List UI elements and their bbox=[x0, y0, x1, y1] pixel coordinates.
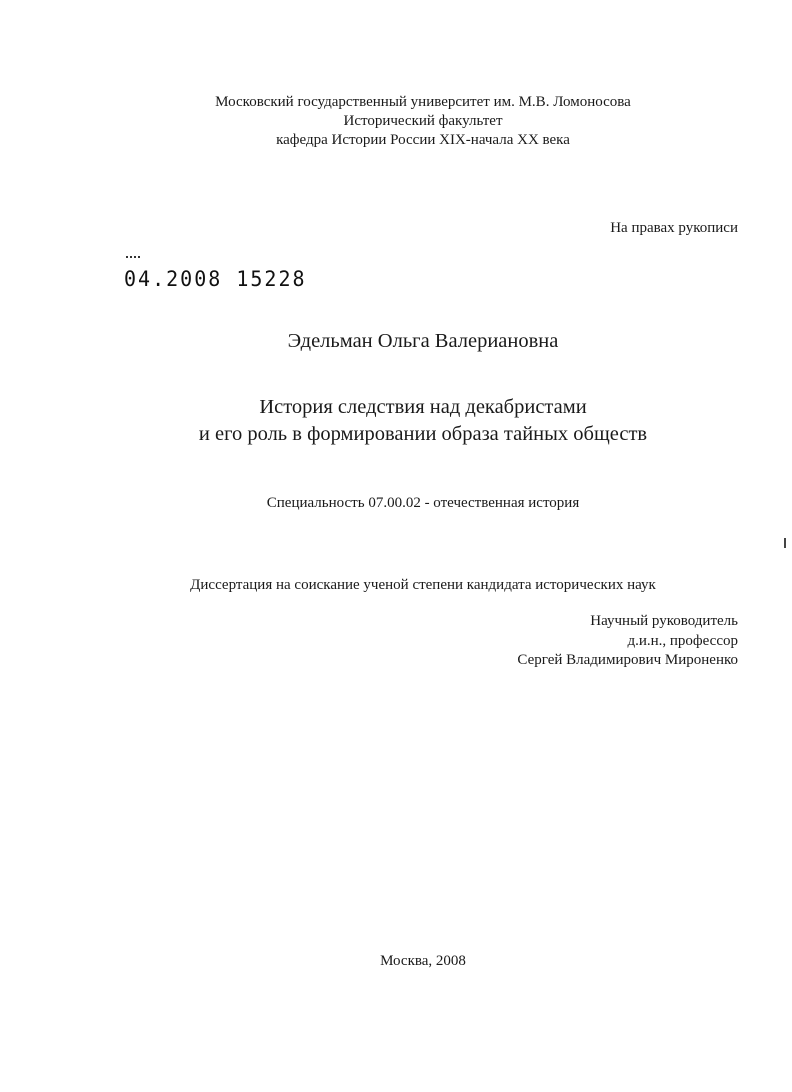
university-name: Московский государственный университет им. М.В. Ломоносова bbox=[215, 94, 631, 110]
title-line-1: История следствия над декабристами bbox=[259, 396, 587, 418]
specialty: Специальность 07.00.02 - отечественная история bbox=[266, 495, 580, 511]
supervisor-name: Сергей Владимирович Мироненко bbox=[517, 652, 738, 668]
department-name: кафедра Истории России XIX-начала XX века bbox=[276, 132, 570, 148]
supervisor-degree: д.и.н., профессор bbox=[627, 633, 738, 649]
manuscript-note: На правах рукописи bbox=[610, 220, 738, 236]
author-name: Эдельман Ольга Валериановна bbox=[287, 330, 559, 352]
library-stamp: 04.2008 15228 bbox=[124, 266, 307, 292]
supervisor-role: Научный руководитель bbox=[590, 613, 738, 629]
dissertation-degree: Диссертация на соискание ученой степени кандидата исторических наук bbox=[190, 577, 656, 593]
title-line-2: и его роль в формировании образа тайных обществ bbox=[198, 423, 648, 445]
stamp-mark bbox=[126, 256, 140, 260]
scan-edge-mark bbox=[784, 538, 786, 548]
place-year: Москва, 2008 bbox=[380, 953, 466, 969]
faculty-name: Исторический факультет bbox=[343, 113, 503, 129]
